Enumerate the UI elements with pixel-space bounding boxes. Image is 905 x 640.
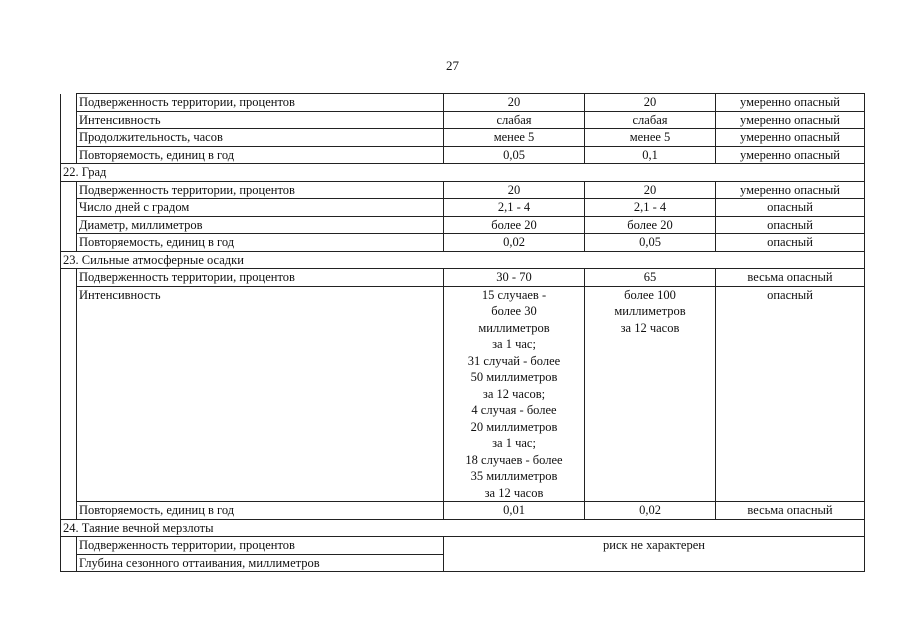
value-cell: 20 xyxy=(585,181,716,199)
value-cell: 0,02 xyxy=(444,234,585,252)
value-cell: 20 xyxy=(585,94,716,112)
row-label: Повторяемость, единиц в год xyxy=(77,234,444,252)
value-cell: 65 xyxy=(585,269,716,287)
value-cell: 0,05 xyxy=(444,146,585,164)
table-row xyxy=(61,94,865,112)
table-row xyxy=(61,216,865,234)
table-row xyxy=(61,111,865,129)
value-cell: слабая xyxy=(585,111,716,129)
section-header xyxy=(61,251,865,269)
table-row xyxy=(61,286,865,502)
multiline-value-cell xyxy=(444,286,585,502)
row-label: Интенсивность xyxy=(77,286,444,502)
value-cell: 0,1 xyxy=(585,146,716,164)
value-line: 20 миллиметров xyxy=(470,419,558,434)
value-cell: более 20 xyxy=(444,216,585,234)
hazard-level-cell: умеренно опасный xyxy=(716,146,865,164)
value-cell: 2,1 - 4 xyxy=(585,199,716,217)
value-line: 31 случай - более xyxy=(467,353,561,368)
table-row xyxy=(61,199,865,217)
value-cell: 30 - 70 xyxy=(444,269,585,287)
section-title: 23. Сильные атмосферные осадки xyxy=(61,251,865,269)
hazard-level-cell: умеренно опасный xyxy=(716,111,865,129)
table-row xyxy=(61,234,865,252)
row-label: Повторяемость, единиц в год xyxy=(77,502,444,520)
value-cell: 0,02 xyxy=(585,502,716,520)
value-line: за 12 часов; xyxy=(482,386,546,401)
row-label: Интенсивность xyxy=(77,111,444,129)
page-number: 27 xyxy=(446,58,459,73)
hazard-level-cell: опасный xyxy=(716,216,865,234)
hazard-level-cell: опасный xyxy=(716,286,865,502)
table-row xyxy=(61,502,865,520)
row-label: Число дней с градом xyxy=(77,199,444,217)
table-row xyxy=(61,269,865,287)
row-label: Диаметр, миллиметров xyxy=(77,216,444,234)
value-line: за 12 часов xyxy=(484,485,544,500)
row-label: Подверженность территории, процентов xyxy=(77,94,444,112)
value-line: за 1 час; xyxy=(492,337,536,351)
value-line: миллиметров xyxy=(478,320,550,335)
section-title: 22. Град xyxy=(61,164,865,182)
hazard-level-cell: умеренно опасный xyxy=(716,94,865,112)
value-line: 15 случаев - xyxy=(481,287,547,302)
section-title: 24. Таяние вечной мерзлоты xyxy=(61,519,865,537)
value-cell: 2,1 - 4 xyxy=(444,199,585,217)
row-label: Глубина сезонного оттаивания, миллиметров xyxy=(77,554,444,572)
value-line: 50 миллиметров xyxy=(470,370,558,384)
value-cell: 0,05 xyxy=(585,234,716,252)
value-cell: менее 5 xyxy=(444,129,585,147)
row-label: Подверженность территории, процентов xyxy=(77,269,444,287)
section-header xyxy=(61,519,865,537)
hazard-level-cell: весьма опасный xyxy=(716,502,865,520)
hazard-table xyxy=(60,93,865,572)
merged-risk-cell: риск не характерен xyxy=(444,537,865,572)
row-label: Продолжительность, часов xyxy=(77,129,444,147)
table-row xyxy=(61,146,865,164)
value-line: миллиметров xyxy=(614,304,686,318)
table-row xyxy=(61,537,865,555)
row-label: Подверженность территории, процентов xyxy=(77,181,444,199)
value-line: более 30 xyxy=(491,304,537,318)
value-line: 35 миллиметров xyxy=(470,469,558,483)
hazard-level-cell: весьма опасный xyxy=(716,269,865,287)
value-line: более 100 xyxy=(624,287,676,302)
value-cell: 20 xyxy=(444,94,585,112)
multiline-value-cell xyxy=(585,286,716,502)
value-cell: менее 5 xyxy=(585,129,716,147)
value-cell: более 20 xyxy=(585,216,716,234)
section-header xyxy=(61,164,865,182)
row-label: Подверженность территории, процентов xyxy=(77,537,444,555)
value-line: за 12 часов xyxy=(620,320,680,335)
table-row xyxy=(61,181,865,199)
hazard-level-cell: опасный xyxy=(716,234,865,252)
value-cell: 0,01 xyxy=(444,502,585,520)
value-cell: слабая xyxy=(444,111,585,129)
value-line: 4 случая - более xyxy=(471,403,557,417)
hazard-level-cell: умеренно опасный xyxy=(716,129,865,147)
value-line: 18 случаев - более xyxy=(465,452,563,467)
value-line: за 1 час; xyxy=(492,436,536,450)
table-row xyxy=(61,129,865,147)
row-label: Повторяемость, единиц в год xyxy=(77,146,444,164)
hazard-level-cell: умеренно опасный xyxy=(716,181,865,199)
value-cell: 20 xyxy=(444,181,585,199)
hazard-level-cell: опасный xyxy=(716,199,865,217)
